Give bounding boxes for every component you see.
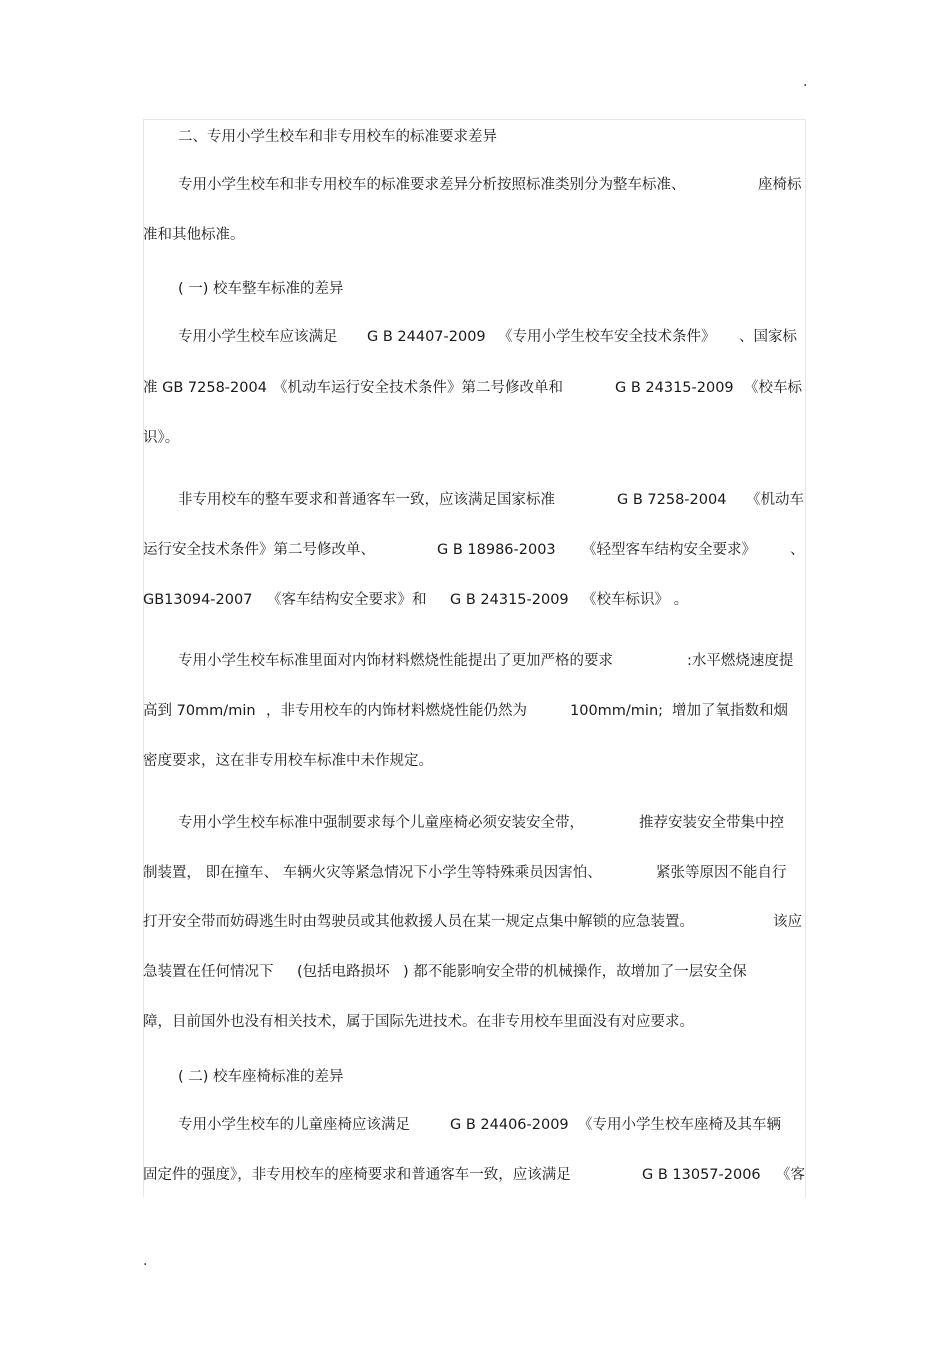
- s1p4-line-4: [0, 960, 950, 984]
- s1p4-line-2: [0, 861, 950, 885]
- standard-code: 准 GB 7258-2004: [143, 380, 267, 396]
- text: 增加了氧指数和烟: [672, 703, 788, 719]
- text: 《客: [776, 1167, 805, 1183]
- standard-title: 《专用小学生校车安全技术条件》: [498, 329, 716, 345]
- text: 制装置， 即在撞车、 车辆火灾等紧急情况下小学生等特殊乘员因害怕、: [143, 865, 602, 881]
- text: 推荐安装安全带集中控: [639, 815, 784, 831]
- text: 专用小学生校车和非专用校车的标准要求差异分析按照标准类别分为整车标准、: [178, 177, 686, 193]
- standard-code: G B 7258-2004: [617, 492, 727, 508]
- text: ( 二) 校车座椅标准的差异: [178, 1069, 344, 1085]
- text: 专用小学生校车标准中强制要求每个儿童座椅必须安装安全带，: [178, 815, 584, 831]
- text: 急装置在任何情况下: [143, 964, 274, 980]
- text: (包括电路损坏: [297, 964, 390, 980]
- text: ，非专用校车的内饰材料燃烧性能仍然为: [266, 703, 527, 719]
- intro-line-2: [0, 223, 950, 247]
- text: 障，目前国外也没有相关技术，属于国际先进技术。在非专用校车里面没有对应要求。: [143, 1014, 694, 1030]
- s1p4-line-3: [0, 910, 950, 934]
- s1p1-line-1: [0, 325, 950, 349]
- text: 专用小学生校车标准里面对内饰材料燃烧性能提出了更加严格的要求: [178, 653, 613, 669]
- s1p3-line-3: [0, 749, 950, 773]
- page-mark-top: .: [803, 74, 808, 90]
- s1p2-line-1: [0, 488, 950, 512]
- s2p1-line-2: [0, 1163, 950, 1187]
- standard-code: G B 24406-2009: [450, 1117, 569, 1133]
- s2p1-line-1: [0, 1113, 950, 1137]
- section2-title: [0, 1065, 950, 1089]
- intro-line-1: [0, 173, 950, 197]
- page-mark-bottom: .: [143, 1253, 148, 1269]
- heading-text: 二、专用小学生校车和非专用校车的标准要求差异: [178, 129, 497, 145]
- s1p3-line-2: [0, 699, 950, 723]
- text: 《校车标识》 。: [582, 592, 689, 608]
- standard-title: 《专用小学生校车座椅及其车辆: [578, 1117, 781, 1133]
- text: 固定件的强度》，非专用校车的座椅要求和普通客车一致，应该满足: [143, 1167, 571, 1183]
- section1-title: [0, 277, 950, 301]
- standard-code: G B 13057-2006: [642, 1167, 761, 1183]
- text: 识》。: [143, 430, 180, 446]
- text: 高到 70mm/min: [143, 703, 256, 719]
- s1p4-line-1: [0, 811, 950, 835]
- text: 运行安全技术条件》第二号修改单、: [143, 542, 375, 558]
- standard-code: GB13094-2007: [143, 592, 253, 608]
- text: 《校车标: [744, 380, 802, 396]
- text: 打开安全带而妨碍逃生时由驾驶员或其他救援人员在某一规定点集中解锁的应急装置。: [143, 914, 694, 930]
- standard-code: G B 24407-2009: [367, 329, 486, 345]
- text: 专用小学生校车应该满足: [178, 329, 338, 345]
- text: 非专用校车的整车要求和普通客车一致，应该满足国家标准: [178, 492, 555, 508]
- s1p2-line-2: [0, 538, 950, 562]
- text: 100mm/min;: [570, 703, 664, 719]
- text: 《客车结构安全要求》和: [267, 592, 427, 608]
- text: ( 一) 校车整车标准的差异: [178, 281, 344, 297]
- text: 《机动车运行安全技术条件》第二号修改单和: [273, 380, 563, 396]
- standard-title: 《轻型客车结构安全要求》: [582, 542, 756, 558]
- standard-code: G B 24315-2009: [615, 380, 734, 396]
- s1p1-line-2: [0, 376, 950, 400]
- section-heading: [0, 125, 950, 149]
- text: 专用小学生校车的儿童座椅应该满足: [178, 1117, 410, 1133]
- text: 《机动车: [746, 492, 804, 508]
- s1p3-line-1: [0, 649, 950, 673]
- s1p1-line-3: [0, 426, 950, 450]
- text: 、: [790, 542, 805, 558]
- text: 、国家标: [739, 329, 797, 345]
- standard-code: G B 18986-2003: [437, 542, 556, 558]
- text: 座椅标: [758, 177, 802, 193]
- standard-code: G B 24315-2009: [450, 592, 569, 608]
- text: 紧张等原因不能自行: [656, 865, 787, 881]
- s1p4-line-5: [0, 1010, 950, 1034]
- text: 准和其他标准。: [143, 227, 245, 243]
- s1p2-line-3: [0, 588, 950, 612]
- text: 密度要求，这在非专用校车标准中未作规定。: [143, 753, 433, 769]
- text: 该应: [773, 914, 802, 930]
- text: :水平燃烧速度提: [687, 653, 794, 669]
- text: ) 都不能影响安全带的机械操作，故增加了一层安全保: [403, 964, 747, 980]
